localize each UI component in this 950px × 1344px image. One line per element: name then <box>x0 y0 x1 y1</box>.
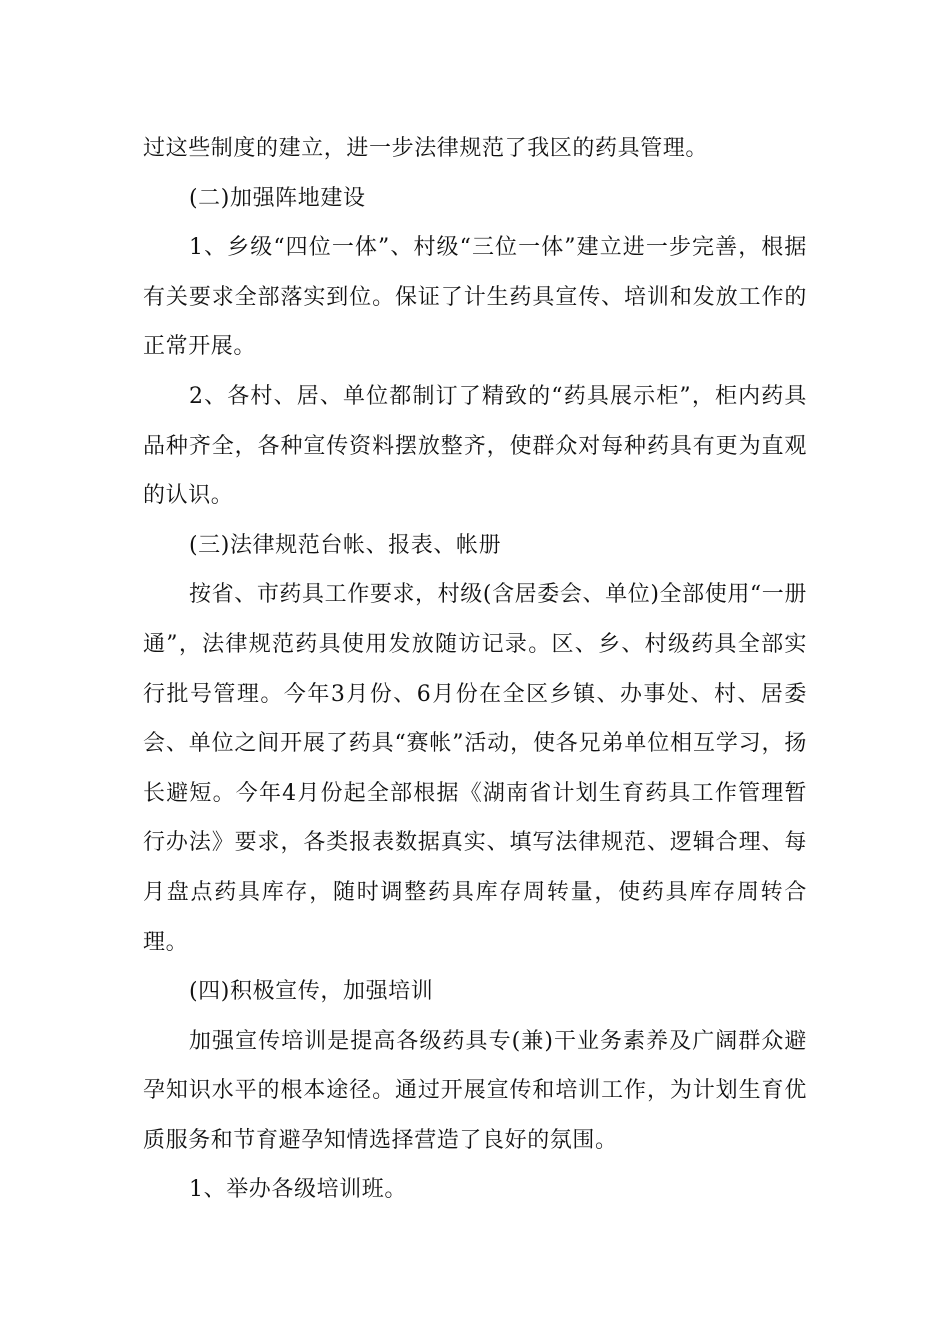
paragraph-item-training-classes: 1、举办各级培训班。 <box>189 1177 407 1203</box>
paragraph-training: 加强宣传培训是提高各级药具专(兼)干业务素养及广阔群众避孕知识水平的根本途径。通过开展宣传和培训工作，为计划生育优质服务和节育避孕知情选择营造了良好的氛围。 <box>143 1028 807 1153</box>
document-body <box>143 124 807 1215</box>
paragraph-ledger: 按省、市药具工作要求，村级(含居委会、单位)全部使用“一册通”，法律规范药具使用发放随访记录。区、乡、村级药具全部实行批号管理。今年3月份、6月份在全区乡镇、办事处、村、居委会、单位之间开展了药具“赛帐”活动，使各兄弟单位相互学习，扬长避短。今年4月份起全部根据《湖南省计划生育药具工作管理暂行办法》要求，各类报表数据真实、填写法律规范、逻辑合理、每月盘点药具库存，随时调整药具库存周转量，使药具库存周转合理。 <box>143 582 807 955</box>
section-heading-2: (二)加强阵地建设 <box>189 185 366 211</box>
section-heading-3: (三)法律规范台帐、报表、帐册 <box>189 532 502 558</box>
paragraph-item-2: 2、各村、居、单位都制订了精致的“药具展示柜”，柜内药具品种齐全，各种宣传资料摆放整齐，使群众对每种药具有更为直观的认识。 <box>143 383 807 509</box>
paragraph-continuation: 过这些制度的建立，进一步法律规范了我区的药具管理。 <box>143 136 709 161</box>
section-heading-4: (四)积极宣传，加强培训 <box>189 979 434 1005</box>
paragraph-item-1: 1、乡级“四位一体”、村级“三位一体”建立进一步完善，根据有关要求全部落实到位。保证了计生药具宣传、培训和发放工作的正常开展。 <box>143 235 807 360</box>
